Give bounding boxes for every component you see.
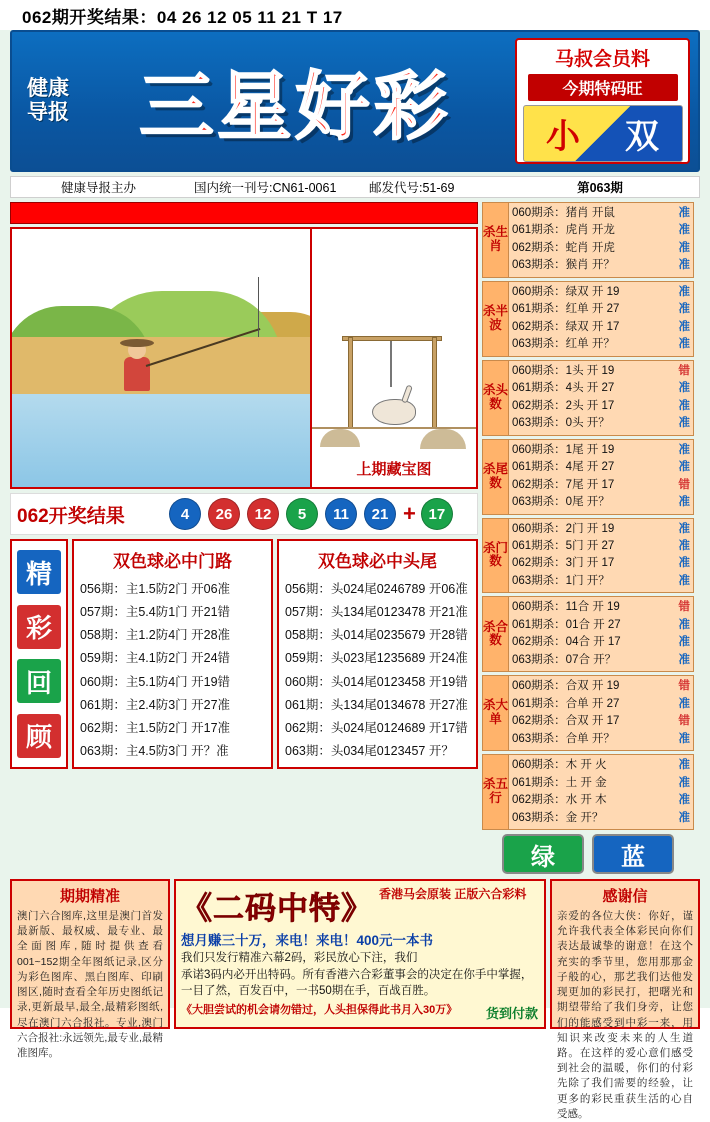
kill-row	[512, 634, 690, 651]
kill-row	[512, 398, 690, 415]
kill-row	[512, 757, 690, 774]
ad-cod-badge: 货到付款	[485, 1006, 538, 1021]
rope-icon	[390, 341, 392, 387]
kill-row	[512, 477, 690, 494]
kill-row-text: 060期杀：1尾 开 19	[512, 443, 615, 456]
kill-row-result: 准	[678, 697, 690, 710]
footer-right-title: 感谢信	[602, 888, 648, 905]
red-divider-bar	[10, 202, 478, 224]
footer-right-body: 亲爱的各位大侠：你好，谨允许我代表全体彩民向你们表达最诚挚的谢意！在这个充实的季节里，您用那那金子般的心，那艺我们达他发现更加的彩民打，把曙光和期望带给了我们身旁，让您们的能感受到中彩一来，用知识来改变未来的人生道路。在这样的爱心意们感受到社会的温暖，你们的付彩先除了我们需要的经验，让更多的彩民重获生活的心自受感。	[557, 910, 693, 1120]
kill-row	[512, 257, 690, 274]
kill-block	[482, 360, 694, 436]
bush-right-icon	[420, 429, 466, 449]
draw-ball: 4	[169, 498, 201, 530]
post-right-icon	[432, 337, 437, 429]
kill-row	[512, 240, 690, 257]
picture-panel	[10, 227, 478, 489]
right-column	[482, 202, 694, 874]
kill-row-text: 063期杀：07合 开？	[512, 653, 617, 666]
kill-row-result: 准	[678, 522, 690, 535]
kill-row	[512, 775, 690, 792]
table-row: 062期：主1.5防2门 开17准	[80, 720, 231, 735]
info-sponsor: 健康导报主办	[60, 181, 136, 195]
kill-row	[512, 713, 690, 730]
draw-ball: 11	[325, 498, 357, 530]
ad-side-text: 香港马会原装 正版六合彩料	[379, 887, 527, 901]
kill-row-result: 准	[678, 776, 690, 789]
kill-block-rows	[509, 755, 693, 829]
kill-row-text: 062期杀：04合 开 17	[512, 636, 621, 649]
kill-block-rows	[509, 597, 693, 671]
promo-title: 马叔会员料	[554, 49, 650, 70]
kill-row	[512, 810, 690, 827]
table-row: 062期：头024尾0124689 开17错	[285, 720, 468, 735]
kill-row	[512, 222, 690, 239]
kill-row-text: 061期杀：红单 开 27	[512, 303, 620, 316]
fisherman-body-icon	[124, 357, 150, 391]
draw-ball: 12	[247, 498, 279, 530]
promo-tag-right: 双	[625, 118, 659, 156]
info-issue: 第063期	[577, 181, 623, 195]
kill-row	[512, 617, 690, 634]
kill-row-result: 准	[678, 636, 690, 649]
kill-row-text: 060期杀：11合 开 19	[512, 601, 620, 614]
kill-block-title: 杀半波	[483, 282, 509, 356]
draw-balls	[169, 498, 460, 530]
promo-tag-left: 小	[546, 118, 580, 156]
footer-left-title: 期期精准	[59, 888, 120, 905]
color-forecast-boxes	[482, 834, 694, 874]
draw-result-label: 062开奖结果	[17, 505, 125, 527]
ad-paragraph-1: 我们只发行精准六幕2码，彩民放心下注，我们	[181, 952, 418, 964]
kill-row	[512, 284, 690, 301]
table-menlu-rows	[80, 578, 265, 763]
kill-row-text: 063期杀：0头 开？	[512, 417, 610, 430]
kill-row-result: 准	[678, 539, 690, 552]
table-row: 057期：头134尾0123478 开21准	[285, 605, 468, 620]
footer-right-panel	[550, 879, 700, 1120]
ad-line1: 想月赚三十万，来电！来电！400元一本书	[181, 933, 434, 948]
kill-row-result: 准	[678, 557, 690, 570]
color-forecast-box: 绿	[502, 834, 584, 874]
kill-row	[512, 301, 690, 318]
kill-row	[512, 652, 690, 669]
main-area	[10, 202, 700, 874]
kill-block-rows	[509, 519, 693, 593]
table-row: 063期：头034尾0123457 开？	[285, 743, 454, 758]
ad-title: 《二码中特》	[181, 891, 373, 926]
kill-row	[512, 555, 690, 572]
masthead	[10, 30, 700, 172]
promo-subtitle: 今期特码旺	[528, 74, 678, 101]
kill-block	[482, 675, 694, 751]
kill-row	[512, 792, 690, 809]
kill-row-text: 061期杀：虎肖 开龙	[512, 224, 615, 237]
kill-row-result: 准	[678, 259, 690, 272]
kill-row-text: 061期杀：4头 开 27	[512, 382, 615, 395]
kill-row	[512, 205, 690, 222]
left-column	[10, 202, 478, 874]
kill-row-text: 063期杀：猴肖 开？	[512, 259, 615, 272]
kill-block-title: 杀大单	[483, 676, 509, 750]
kill-row-text: 060期杀：绿双 开 19	[512, 285, 620, 298]
draw-result-row	[10, 493, 478, 535]
kill-row-text: 061期杀：5门 开 27	[512, 539, 615, 552]
kill-row-result: 错	[678, 601, 690, 614]
kill-block-title: 杀门数	[483, 519, 509, 593]
kill-row	[512, 363, 690, 380]
kill-row	[512, 336, 690, 353]
info-line	[10, 176, 700, 198]
scenic-illustration	[12, 229, 312, 487]
table-row: 056期：头024尾0246789 开06准	[285, 582, 468, 596]
kill-block-title: 杀合数	[483, 597, 509, 671]
kill-block	[482, 518, 694, 594]
highlight-char: 回	[17, 659, 61, 703]
kill-row-text: 062期杀：合双 开 17	[512, 715, 620, 728]
treasure-illustration	[312, 229, 476, 487]
fishing-line-icon	[258, 277, 259, 337]
kill-row-text: 060期杀：猪肖 开鼠	[512, 207, 615, 219]
kill-row-result: 准	[678, 759, 690, 772]
kill-row-text: 062期杀：7尾 开 17	[512, 478, 615, 491]
kill-row-text: 062期杀：蛇肖 开虎	[512, 241, 615, 254]
kill-row-result: 错	[678, 364, 690, 377]
ad-paragraph-2: 承诺3码内必开出特码。所有香港六合彩董事会的决定在你手中掌握，一目了然，百发百中，一书50期在手，百战百胜。	[181, 969, 533, 998]
table-row: 060期：头014尾0123458 开19错	[285, 674, 468, 689]
color-forecast-box: 蓝	[592, 834, 674, 874]
kill-row	[512, 599, 690, 616]
kill-row-result: 准	[678, 382, 690, 395]
draw-plus: +	[403, 501, 416, 526]
forecast-tables	[10, 539, 478, 769]
kill-row	[512, 415, 690, 432]
top-result-text: 062期开奖结果：04 26 12 05 11 21 T 17	[22, 7, 343, 27]
table-menlu-title: 双色球必中门路	[113, 552, 232, 571]
kill-block	[482, 202, 694, 278]
kill-row	[512, 442, 690, 459]
kill-row-text: 060期杀：合双 开 19	[512, 680, 620, 693]
kill-row-text: 063期杀：合单 开？	[512, 732, 615, 745]
table-touwei-title: 双色球必中头尾	[318, 552, 437, 571]
kill-row-text: 060期杀：1头 开 19	[512, 364, 615, 377]
kill-row-text: 062期杀：3门 开 17	[512, 557, 615, 570]
kill-row-text: 062期杀：绿双 开 17	[512, 320, 620, 333]
kill-row-text: 063期杀：金 开？	[512, 811, 604, 824]
kill-row-text: 060期杀：木 开 火	[512, 759, 607, 772]
picture-caption: 上期藏宝图	[356, 461, 432, 478]
kill-row-result: 错	[678, 478, 690, 491]
kill-row-result: 准	[678, 224, 690, 237]
table-row: 056期：主1.5防2门 开06准	[80, 582, 231, 596]
kill-row-result: 错	[678, 680, 690, 693]
kill-row	[512, 459, 690, 476]
table-row: 058期：头014尾0235679 开28错	[285, 628, 468, 643]
trap-graphic	[312, 229, 476, 487]
table-row: 061期：头134尾0134678 开27准	[285, 697, 468, 712]
table-menlu	[72, 539, 273, 769]
fisherman-hat-icon	[120, 339, 154, 347]
kill-row-result: 准	[678, 653, 690, 666]
bush-left-icon	[320, 429, 360, 447]
table-row: 058期：主1.2防4门 开28准	[80, 628, 231, 643]
kill-row	[512, 319, 690, 336]
kill-row-result: 准	[678, 338, 690, 351]
table-touwei-rows	[285, 578, 470, 763]
masthead-publisher: 健康导报	[27, 77, 69, 124]
kill-block	[482, 754, 694, 830]
kill-row-result: 准	[678, 320, 690, 333]
table-row: 063期：主4.5防3门 开？准	[80, 743, 229, 758]
crossbar-icon	[342, 336, 442, 341]
kill-row-text: 063期杀：1门 开？	[512, 574, 610, 587]
kill-block-title: 杀生肖	[483, 203, 509, 277]
promo-tags	[523, 105, 683, 162]
kill-row-result: 准	[678, 399, 690, 412]
kill-block-rows	[509, 440, 693, 514]
top-result-bar	[0, 0, 710, 30]
kill-row-text: 061期杀：合单 开 27	[512, 697, 620, 710]
bank-shape	[12, 337, 310, 394]
footer-center-head	[181, 883, 539, 928]
rabbit-icon	[372, 399, 416, 425]
ad-note: 《大胆尝试的机会请勿错过，人头担保得此书月入30万》	[181, 1004, 458, 1017]
kill-block-rows	[509, 203, 693, 277]
kill-row-text: 061期杀：01合 开 27	[512, 618, 621, 631]
draw-ball: 26	[208, 498, 240, 530]
draw-ball: 21	[364, 498, 396, 530]
kill-row	[512, 521, 690, 538]
kill-row-result: 准	[678, 417, 690, 430]
kill-row-text: 063期杀：0尾 开？	[512, 496, 610, 509]
kill-row-result: 准	[678, 618, 690, 631]
draw-ball: 5	[286, 498, 318, 530]
footer-left-panel	[10, 879, 170, 1059]
kill-row-result: 准	[678, 207, 690, 219]
kill-row-text: 061期杀：土 开 金	[512, 776, 607, 789]
kill-row-result: 准	[678, 811, 690, 824]
kill-block-title: 杀五行	[483, 755, 509, 829]
kill-block-title: 杀头数	[483, 361, 509, 435]
kill-row-result: 准	[678, 794, 690, 807]
kill-block	[482, 439, 694, 515]
kill-row-result: 准	[678, 241, 690, 254]
kill-row	[512, 573, 690, 590]
kill-block-rows	[509, 676, 693, 750]
kill-block-title: 杀尾数	[483, 440, 509, 514]
kill-row-text: 062期杀：2头 开 17	[512, 399, 615, 412]
kill-row-result: 准	[678, 443, 690, 456]
table-touwei	[277, 539, 478, 769]
post-left-icon	[348, 337, 353, 429]
footer-center-ad	[174, 879, 546, 1029]
highlight-strip	[10, 539, 68, 769]
kill-row	[512, 494, 690, 511]
kill-block	[482, 281, 694, 357]
kill-row-text: 061期杀：4尾 开 27	[512, 461, 615, 474]
kill-row	[512, 538, 690, 555]
highlight-char: 顾	[17, 714, 61, 758]
scene-graphic	[12, 229, 310, 487]
kill-row-result: 准	[678, 461, 690, 474]
highlight-char: 精	[17, 550, 61, 594]
kill-row-text: 060期杀：2门 开 19	[512, 522, 615, 535]
kill-block-rows	[509, 282, 693, 356]
kill-row-text: 062期杀：水 开 木	[512, 794, 607, 807]
kill-row-text: 063期杀：红单 开？	[512, 338, 615, 351]
kill-row-result: 错	[678, 715, 690, 728]
kill-row	[512, 731, 690, 748]
table-row: 059期：头023尾1235689 开24准	[285, 651, 468, 666]
footer-left-body: 澳门六合图库,这里是澳门首发最新版、最权威、最专业、最全面图库,随时提供查看001~152期全年图纸记录,区分为彩色图库、黑白图库、印刷图区,随时查看全年历史图纸记录,更新最早,最全,最精彩图纸,尽在澳门六合报社。专业,澳门六合报社:永远领先,最专业,最精准图库。	[17, 910, 163, 1059]
promo-box	[515, 38, 690, 164]
kill-row	[512, 678, 690, 695]
table-row: 059期：主4.1防2门 开24错	[80, 651, 231, 666]
kill-row-result: 准	[678, 285, 690, 298]
kill-block	[482, 596, 694, 672]
kill-row	[512, 696, 690, 713]
kill-row-result: 准	[678, 496, 690, 509]
kill-row	[512, 380, 690, 397]
table-row: 060期：主5.1防4门 开19错	[80, 674, 231, 689]
kill-row-result: 准	[678, 574, 690, 587]
info-issn: 国内统一刊号:CN61-0061	[194, 181, 337, 195]
kill-blocks	[482, 202, 694, 830]
highlight-char: 彩	[17, 605, 61, 649]
table-row: 061期：主2.4防3门 开27准	[80, 697, 231, 712]
info-postal: 邮发代号:51-69	[369, 181, 455, 195]
table-row: 057期：主5.4防1门 开21错	[80, 605, 231, 620]
footer-area	[10, 879, 700, 1120]
kill-row-result: 准	[678, 303, 690, 316]
kill-block-rows	[509, 361, 693, 435]
masthead-title: 三星好彩	[139, 64, 452, 150]
draw-special-ball: 17	[421, 498, 453, 530]
rabbit-ear-icon	[401, 385, 413, 404]
kill-row-result: 准	[678, 732, 690, 745]
